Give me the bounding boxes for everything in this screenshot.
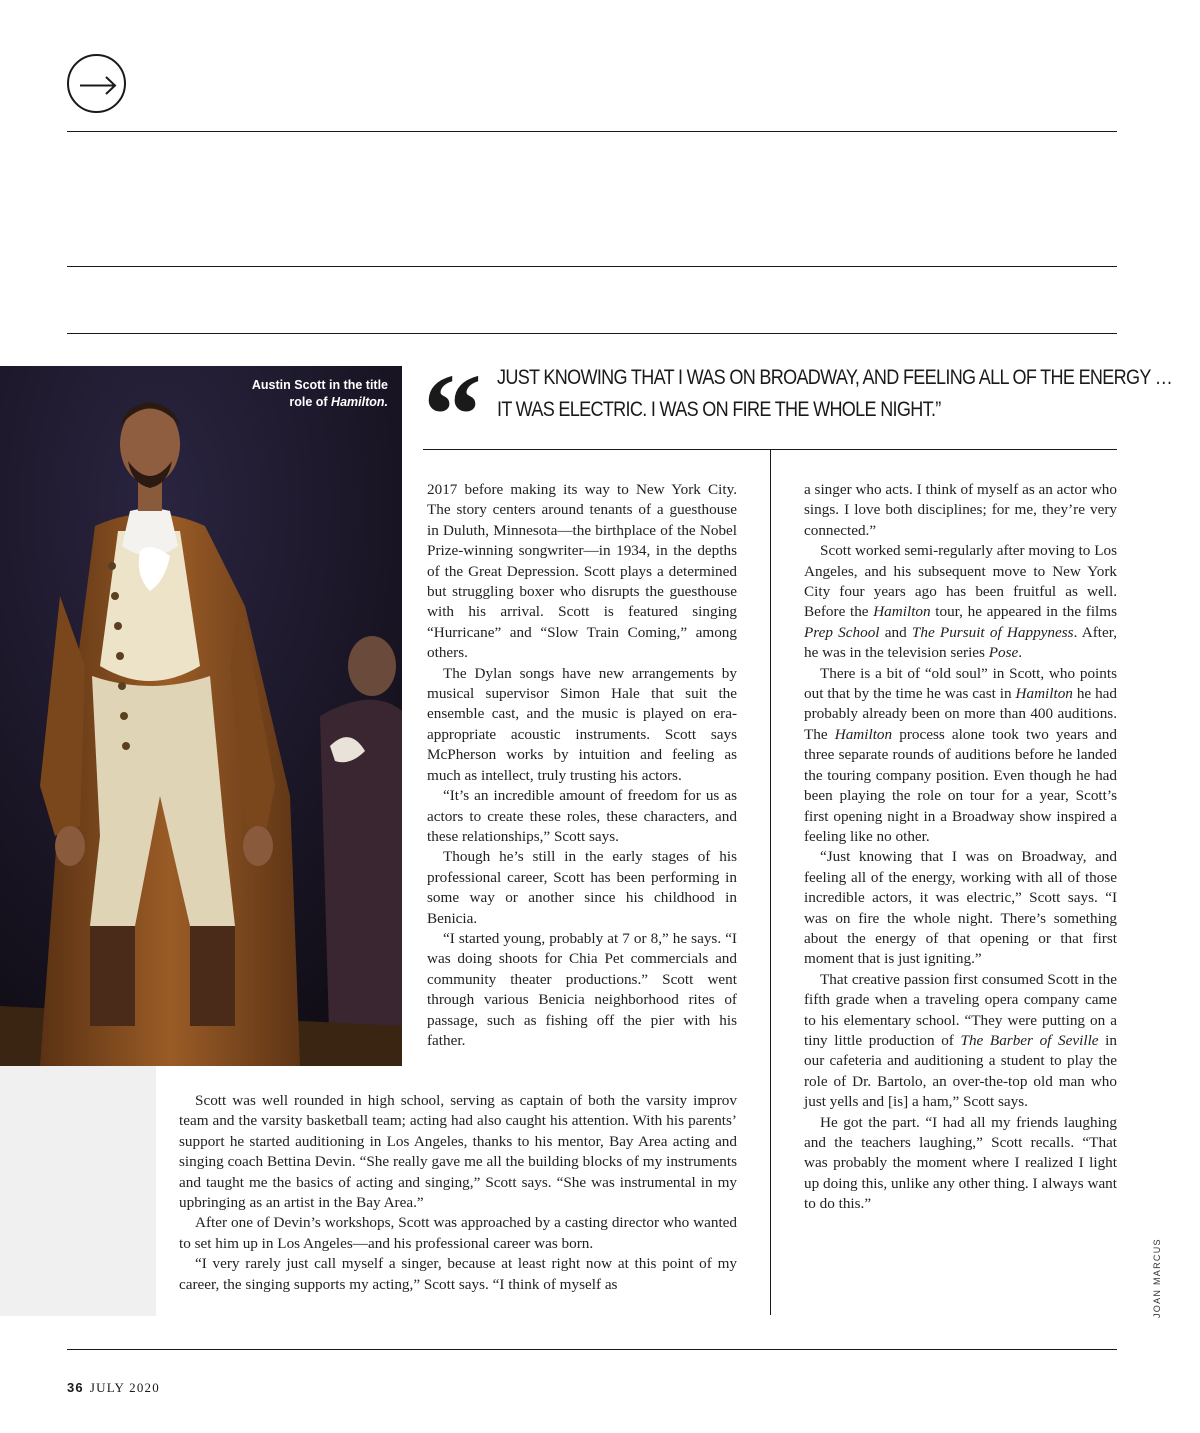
- issue-date: JULY 2020: [89, 1380, 160, 1395]
- caption-line-2-prefix: role of: [289, 395, 332, 409]
- paragraph: After one of Devin’s workshops, Scott was approached by a casting director who wanted to set him up in Los Angeles—and his professional career was born.: [179, 1214, 737, 1252]
- grey-sidebar-block: [0, 1066, 156, 1316]
- pull-quote-line-2: IT WAS ELECTRIC. I WAS ON FIRE THE WHOLE NIGHT.”: [497, 398, 941, 421]
- caption-line-2-italic: Hamilton.: [331, 395, 388, 409]
- paragraph: Scott was well rounded in high school, serving as captain of both the varsity improv team and the varsity basketball team; acting had also caught his attention. With his parents’ support he started auditioning in Los Angeles, thanks to his mentor, Bay Area acting and singing coach Bettina Devin. “She really gave me all the building blocks of my instruments and taught me the basics of acting and singing,” Scott says. “She was instrumental in my upbringing as an artist in the Bay Area.”: [179, 1092, 737, 1212]
- column-divider: [770, 449, 771, 1315]
- footer-rule: [67, 1349, 1117, 1350]
- body-column-b: [804, 480, 1117, 1215]
- section-rule: [67, 266, 1117, 267]
- paragraph: a singer who acts. I think of myself as an actor who sings. I love both disciplines; for me, they’re very connected.”: [804, 481, 1117, 539]
- paragraph: Scott worked semi-regularly after moving to Los Angeles, and his subsequent move to New York City four years ago has been fruitful as well. Before the Hamilton tour, he appeared in the films Prep School and The Pursuit of Happyness. After, he was in the television series Pose.: [804, 542, 1117, 662]
- paragraph: “I very rarely just call myself a singer, because at least right now at this point of my career, the singing supports my acting,” Scott says. “I think of myself as: [179, 1255, 737, 1293]
- arrow-right-icon: [67, 54, 126, 113]
- body-column-a: [427, 480, 737, 1051]
- section-rule-lower: [67, 333, 1117, 334]
- paragraph: The Dylan songs have new arrangements by musical supervisor Simon Hale that suit the ensemble cast, and the music is played on era-appropriate acoustic instruments. Scott says McPherson works by intuition and feeling as much as intellect, truly trusting his actors.: [427, 664, 737, 784]
- paragraph: That creative passion first consumed Scott in the fifth grade when a traveling opera company came to his elementary school. “They were putting on a tiny little production of The Barber of Seville in our cafeteria and auditioning a student to play the role of Dr. Bartolo, an over-the-top old man who just yells and [is] a ham,” Scott says.: [804, 970, 1117, 1111]
- pull-quote-line-1: JUST KNOWING THAT I WAS ON BROADWAY, AND FEELING ALL OF THE ENERGY …: [497, 366, 1173, 389]
- hamilton-photo: [0, 366, 402, 1066]
- body-column-a-continued: [179, 1091, 737, 1295]
- photo-caption: [252, 377, 388, 411]
- folio: [67, 1380, 160, 1396]
- caption-line-1: Austin Scott in the title: [251, 378, 388, 392]
- header-rule: [67, 131, 1117, 132]
- paragraph: He got the part. “I had all my friends laughing and the teachers laughing,” Scott recalls. “That was probably the moment where I realized I light up doing this, unlike any other thing. I always want to do this.”: [804, 1113, 1117, 1213]
- paragraph: There is a bit of “old soul” in Scott, who points out that by the time he was cast in Hamilton he had probably already been on more than 400 auditions. The Hamilton process alone took two years and three separate rounds of auditions before he landed the touring company position. Even though he had been playing the role on tour for a year, Scott’s first opening night in a Broadway show inspired a feeling like no other.: [804, 664, 1117, 845]
- paragraph: 2017 before making its way to New York City. The story centers around tenants of a guesthouse in Duluth, Minnesota—the birthplace of the Nobel Prize-winning songwriter—in 1934, in the depths of the Great Depression. Scott plays a determined but struggling boxer who disrupts the guesthouse with his arrival. Scott is featured singing “Hurricane” and “Slow Train Coming,” among others.: [427, 481, 737, 662]
- paragraph: “It’s an incredible amount of freedom for us as actors to create these roles, these characters, and these relationships,” Scott says.: [427, 787, 737, 845]
- quote-mark-icon: “: [423, 349, 482, 480]
- pull-quote: [497, 362, 1173, 426]
- paragraph: “I started young, probably at 7 or 8,” he says. “I was doing shoots for Chia Pet commercials and community theater productions.” Scott went through various Benicia neighborhood rites of passage, such as fishing off the pier with his father.: [427, 929, 737, 1049]
- paragraph: “Just knowing that I was on Broadway, and feeling all of the energy, working with all of those incredible actors, it was electric,” Scott says. “I was on fire the whole night. There’s something about the energy of that opening or that first moment that is just igniting.”: [804, 848, 1117, 968]
- page-number: 36: [67, 1380, 84, 1395]
- photo-credit: JOAN MARCUS: [1152, 1238, 1162, 1318]
- paragraph: Though he’s still in the early stages of his professional career, Scott has been performing in some way or another since his childhood in Benicia.: [427, 848, 737, 927]
